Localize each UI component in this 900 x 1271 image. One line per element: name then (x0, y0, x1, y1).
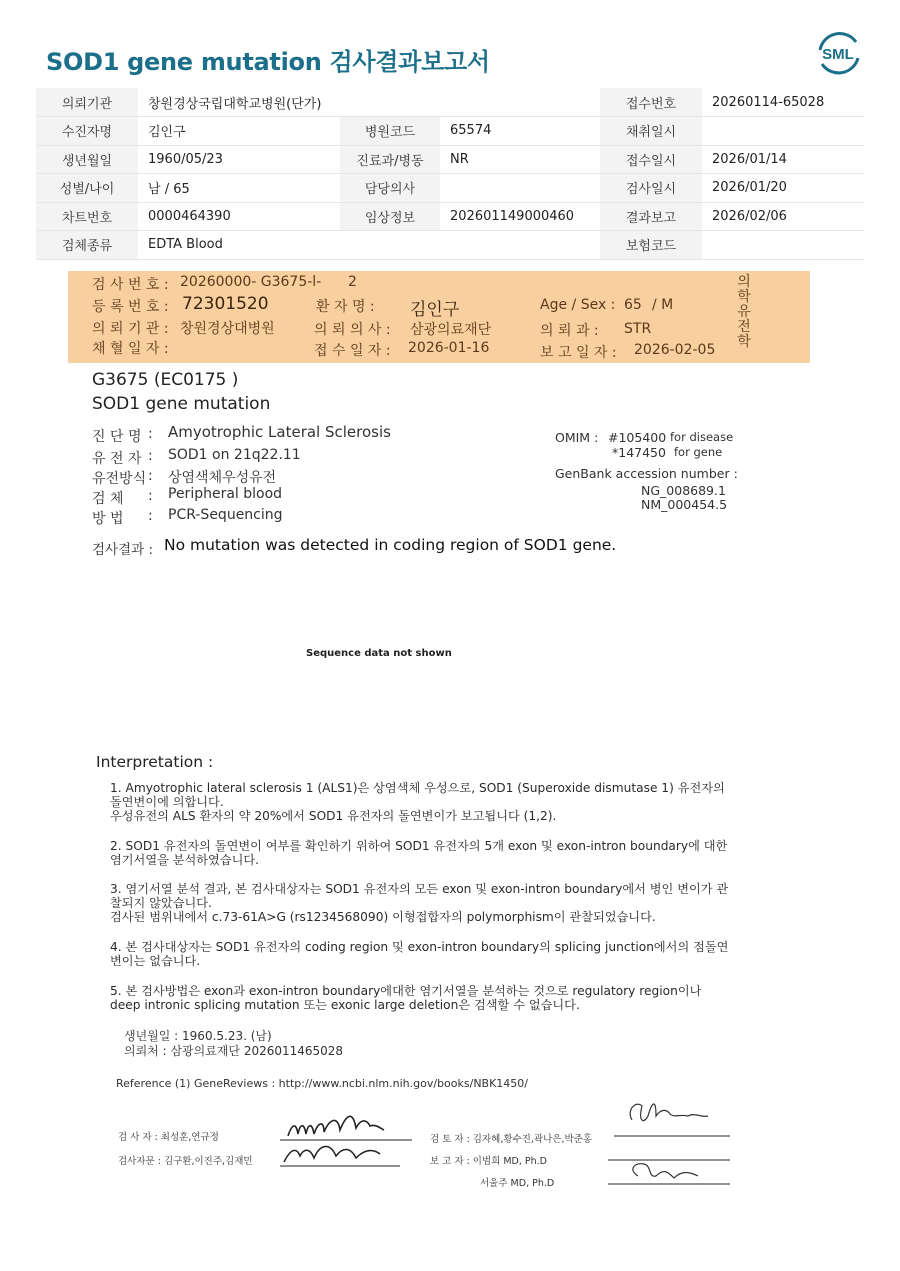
patient-info-table (36, 88, 864, 260)
omim-disease: #105400 (608, 430, 667, 445)
specimen-label: 검 체 (92, 491, 124, 507)
table-row (36, 117, 864, 146)
gene-label: 유 전 자 (92, 451, 142, 467)
info-label: 수진자명 (36, 117, 138, 146)
info-label: 검체종류 (36, 231, 138, 260)
method-value: PCR-Sequencing (168, 507, 283, 523)
req-doc-label: 의 뢰 의 사 : (314, 322, 391, 338)
reporter: 보 고 자 : 이범희 MD, Ph.D (430, 1156, 547, 1167)
info-value (702, 117, 864, 146)
patient-name: 김인구 (410, 300, 460, 320)
report-label: 보 고 일 자 : (540, 345, 617, 361)
inheritance-label: 유전방식 (92, 471, 147, 487)
info-label: 차트번호 (36, 202, 138, 231)
inheritance-value: 상염색체우성유전 (168, 470, 277, 486)
colon: : (148, 508, 153, 524)
req-org: 창원경상대병원 (180, 321, 275, 337)
info-label: 병원코드 (340, 117, 440, 146)
page-title: SOD1 gene mutation 검사결과보고서 (46, 48, 490, 76)
info-value (702, 231, 864, 260)
birth-info: 생년월일 : 1960.5.23. (남) (124, 1029, 272, 1043)
interpretation-paragraph-2: 2. SOD1 유전자의 돌연변이 여부를 확인하기 위하여 SOD1 유전자의 5개 exon 및 exon-intron boundary에 대한 염기서열을 분석하였습니다. (110, 839, 728, 867)
info-value: EDTA Blood (138, 231, 600, 260)
req-org-label: 의 뢰 기 관 : (92, 321, 169, 337)
info-label: 의뢰기관 (36, 88, 138, 117)
sml-logo (812, 28, 864, 78)
info-value: 2026/02/06 (702, 202, 864, 231)
test-no: 20260000- G3675-l- (180, 274, 322, 290)
receipt-label: 접 수 일 자 : (314, 343, 391, 359)
method-label: 방 법 (92, 511, 124, 527)
sequence-note: Sequence data not shown (306, 648, 452, 659)
result-value: No mutation was detected in coding region of SOD1 gene. (164, 536, 617, 554)
info-label: 접수일시 (600, 145, 702, 174)
diagnosis-value: Amyotrophic Lateral Sclerosis (168, 423, 391, 441)
info-label: 결과보고 (600, 202, 702, 231)
req-dept: STR (624, 321, 652, 337)
reg-no: 72301520 (182, 294, 269, 314)
info-label: 진료과/병동 (340, 145, 440, 174)
req-dept-label: 의 뢰 과 : (540, 323, 599, 339)
info-label: 접수번호 (600, 88, 702, 117)
sex: / M (652, 297, 674, 313)
interpretation-paragraph-3: 3. 염기서열 분석 결과, 본 검사대상자는 SOD1 유전자의 모든 exon 및 exon-intron boundary에서 병인 변이가 관찰되지 않았습니다. 검사된 범위내에서 c.73-61A>G (rs1234568090) 이형접합자의 polymorphism이 관찰되었습니다. (110, 882, 729, 924)
info-value: 창원경상국립대학교병원(단가) (138, 88, 600, 117)
test-no-label: 검 사 번 호 : (92, 277, 169, 293)
info-value: NR (440, 145, 600, 174)
info-label: 검사일시 (600, 174, 702, 203)
reg-no-label: 등 록 번 호 : (92, 299, 169, 315)
req-doc: 삼광의료재단 (410, 322, 492, 338)
info-value: 0000464390 (138, 202, 340, 231)
table-row (36, 174, 864, 203)
test-code: G3675 (EC0175 ) (92, 370, 239, 390)
diagnosis-label: 진 단 명 (92, 429, 142, 445)
colon: : (148, 468, 153, 484)
interpretation-paragraph-4: 4. 본 검사대상자는 SOD1 유전자의 coding region 및 exon-intron boundary의 splicing junction에서의 점돌연변이는 없습니다. (110, 940, 729, 968)
info-value: 2026/01/14 (702, 145, 864, 174)
specimen-value: Peripheral blood (168, 486, 283, 502)
reporter-2: 서울주 MD, Ph.D (480, 1178, 555, 1189)
omim-disease-note: for disease (670, 430, 734, 444)
reference: Reference (1) GeneReviews : http://www.ncbi.nlm.nih.gov/books/NBK1450/ (116, 1077, 529, 1090)
interpretation-title: Interpretation : (96, 753, 214, 771)
tester: 검 사 자 : 최성훈,연규정 (118, 1132, 219, 1143)
info-value (440, 174, 600, 203)
table-row (36, 231, 864, 260)
age: 65 (624, 297, 642, 313)
genbank-ng: NG_008689.1 (641, 483, 726, 498)
colon: : (148, 426, 153, 442)
scan-header-band (68, 271, 810, 363)
info-value: 2026/01/20 (702, 174, 864, 203)
test-no-suffix: 2 (348, 274, 357, 290)
reviewer: 검 토 자 : 김자혜,황수진,곽나은,박준홍 (430, 1134, 592, 1145)
genbank-nm: NM_000454.5 (641, 497, 728, 512)
patient-label: 환 자 명 : (316, 299, 375, 315)
report-date: 2026-02-05 (634, 342, 716, 358)
referrer-info: 의뢰처 : 삼광의료재단 2026011465028 (124, 1044, 344, 1058)
info-value: 65574 (440, 117, 600, 146)
blood-date-label: 채 혈 일 자 : (92, 341, 169, 357)
info-label: 채취일시 (600, 117, 702, 146)
info-value: 20260114-65028 (702, 88, 864, 117)
info-label: 성별/나이 (36, 174, 138, 203)
info-label: 담당의사 (340, 174, 440, 203)
omim-gene: *147450 (612, 445, 666, 460)
colon: : (148, 448, 153, 464)
receipt-date: 2026-01-16 (408, 340, 490, 356)
vertical-dept-label: 의학유전학 (737, 274, 751, 350)
omim-label: OMIM : (555, 430, 599, 445)
gene-value: SOD1 on 21q22.11 (168, 447, 301, 463)
genbank-label: GenBank accession number : (555, 466, 738, 481)
info-label: 보험코드 (600, 231, 702, 260)
test-name: SOD1 gene mutation (92, 394, 271, 414)
table-row (36, 88, 864, 117)
table-row (36, 202, 864, 231)
reviewer-signature (608, 1092, 738, 1192)
omim-gene-note: for gene (674, 445, 723, 459)
info-label: 임상정보 (340, 202, 440, 231)
info-value: 1960/05/23 (138, 145, 340, 174)
info-value: 김인구 (138, 117, 340, 146)
info-value: 202601149000460 (440, 202, 600, 231)
age-sex-label: Age / Sex : (540, 297, 616, 313)
info-label: 생년월일 (36, 145, 138, 174)
info-value: 남 / 65 (138, 174, 340, 203)
interpretation-paragraph-1: 1. Amyotrophic lateral sclerosis 1 (ALS1)은 상염색체 우성으로, SOD1 (Superoxide dismutase 1) 유전자의 돌연변이에 의합니다. 우성유전의 ALS 환자의 약 20%에서 SOD1 유전자의 돌연변이가 보고됩니다 (1,2). (110, 781, 725, 823)
colon: : (148, 488, 153, 504)
table-row (36, 145, 864, 174)
result-label: 검사결과 : (92, 542, 154, 558)
advisor: 검사자문 : 김구환,이진주,김재민 (118, 1156, 253, 1167)
tester-signature (280, 1100, 420, 1180)
logo-text: SML (822, 46, 854, 63)
interpretation-paragraph-5: 5. 본 검사방법은 exon과 exon-intron boundary에대한 염기서열을 분석하는 것으로 regulatory region이나 deep intronic splicing mutation 또는 exonic large deletion은 검색할 수 없습니다. (110, 984, 702, 1012)
